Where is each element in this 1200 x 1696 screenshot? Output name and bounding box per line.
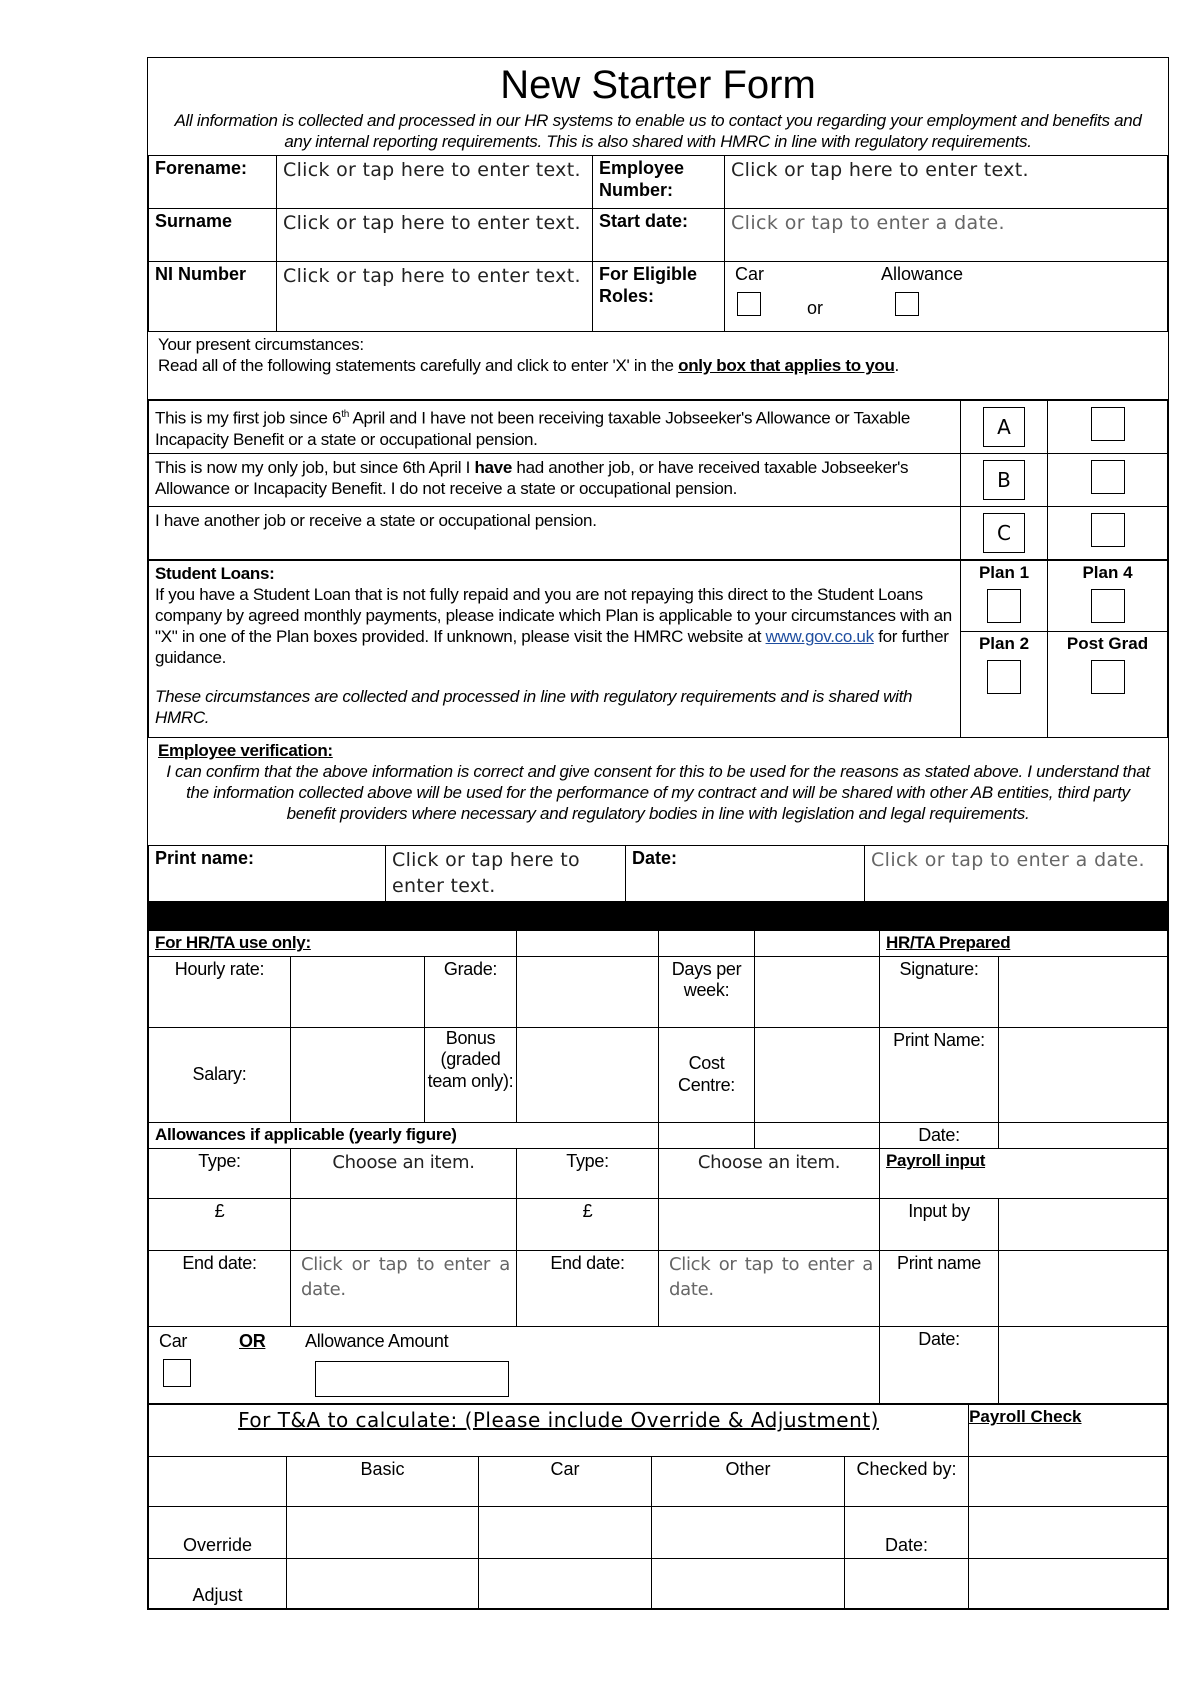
payroll-check-date-label: Date: [845, 1507, 969, 1559]
amount-field-2[interactable] [659, 1199, 880, 1251]
student-loans-heading: Student Loans: [155, 564, 275, 583]
forename-label: Forename: [149, 156, 277, 209]
statement-a-checkbox[interactable] [1091, 407, 1125, 441]
payroll-check-heading: Payroll Check [963, 1405, 1162, 1457]
post-grad-label: Post Grad [1066, 634, 1149, 653]
pound-label-2: £ [517, 1199, 659, 1251]
payroll-input-heading: Payroll input [880, 1149, 1168, 1199]
payroll-date-field[interactable] [999, 1327, 1168, 1404]
statement-a-check-cell [1048, 401, 1168, 454]
circumstances-instruction [158, 355, 1158, 376]
car-checkbox[interactable] [737, 292, 761, 316]
gov-link[interactable]: www.gov.co.uk [765, 627, 874, 646]
post-grad-cell [1048, 632, 1168, 738]
start-date-field[interactable]: Click or tap to enter a date. [725, 209, 1168, 262]
allowances-heading: Allowances if applicable (yearly figure) [149, 1122, 659, 1149]
intro-text: All information is collected and processed in our HR systems to enable us to contact you regarding your employment and benefits and any internal reporting requirements. This is also shared with HMRC in line with regulatory requirements. [174, 111, 1142, 151]
hr-heading: For HR/TA use only: [149, 931, 517, 956]
verification-section [148, 738, 1168, 845]
print-name-label: Print name: [149, 846, 386, 902]
adjust-basic[interactable] [287, 1559, 479, 1609]
circumstances-heading: Your present circumstances: [158, 335, 364, 354]
hr-empty-5 [755, 1122, 880, 1149]
statement-c: I have another job or receive a state or occupational pension. [149, 507, 961, 560]
adjust-car[interactable] [479, 1559, 652, 1609]
statement-b-checkbox[interactable] [1091, 460, 1125, 494]
adjust-empty-2 [969, 1559, 1168, 1609]
hr-date-field[interactable] [999, 1122, 1168, 1149]
payroll-print-name-field[interactable] [999, 1251, 1168, 1327]
verification-heading: Employee verification: [158, 741, 333, 760]
adjust-empty-1 [845, 1559, 969, 1609]
days-per-week-field[interactable] [755, 956, 880, 1027]
grade-label: Grade: [425, 956, 517, 1027]
statement-a: This is my first job since 6th April and I have not been receiving taxable Jobseeker's Allowance or Taxable Incapacity Benefit or a state or occupational pension. [149, 401, 961, 454]
student-loans-text [149, 561, 961, 738]
salary-field[interactable] [291, 1027, 425, 1122]
ta-col-car: Car [479, 1457, 652, 1507]
checked-by-field[interactable] [969, 1457, 1168, 1507]
signature-field[interactable] [999, 956, 1168, 1027]
hr-or-label: OR [239, 1331, 266, 1352]
statement-c-check-cell [1048, 507, 1168, 560]
days-per-week-label: Days per week: [659, 956, 755, 1027]
type-dropdown-1[interactable]: Choose an item. [291, 1149, 517, 1199]
letter-a-box: A [983, 407, 1025, 447]
hr-prepared-heading: HR/TA Prepared [880, 931, 1168, 956]
hr-empty-1 [517, 931, 659, 956]
statement-a-letter-cell [961, 401, 1048, 454]
circumstances-table [148, 400, 1168, 560]
override-basic[interactable] [287, 1507, 479, 1559]
type-label-2: Type: [517, 1149, 659, 1199]
hr-print-name-label: Print Name: [880, 1027, 999, 1122]
hr-date-label: Date: [880, 1122, 999, 1149]
print-name-field[interactable]: Click or tap here to enter text. [386, 846, 626, 902]
statement-b-letter-cell [961, 454, 1048, 507]
ta-col-other: Other [652, 1457, 845, 1507]
hr-empty-4 [659, 1122, 755, 1149]
hourly-rate-label: Hourly rate: [149, 956, 291, 1027]
hr-empty-2 [659, 931, 755, 956]
type-label-1: Type: [149, 1149, 291, 1199]
plan-1-checkbox[interactable] [987, 589, 1021, 623]
end-date-field-2[interactable]: Click or tap to enter a date. [659, 1251, 880, 1327]
ni-number-field[interactable]: Click or tap here to enter text. [277, 262, 593, 332]
statement-b: This is now my only job, but since 6th April I have had another job, or have received taxable Jobseeker's Allowance or Incapacity Benefit. I do not receive a state or occupational pension. [149, 454, 961, 507]
letter-c-box: C [983, 513, 1025, 553]
hr-car-label: Car [159, 1331, 188, 1352]
section-divider [148, 902, 1168, 930]
end-date-field-1[interactable]: Click or tap to enter a date. [291, 1251, 517, 1327]
end-date-label-2: End date: [517, 1251, 659, 1327]
ni-number-label: NI Number [149, 262, 277, 332]
plan-2-checkbox[interactable] [987, 660, 1021, 694]
payroll-date-label: Date: [880, 1327, 999, 1404]
statement-c-checkbox[interactable] [1091, 513, 1125, 547]
surname-label: Surname [149, 209, 277, 262]
or-label: or [807, 298, 824, 318]
pound-label-1: £ [149, 1199, 291, 1251]
car-allowance-cell [149, 1327, 880, 1404]
instruction-end: . [894, 356, 899, 375]
surname-field[interactable]: Click or tap here to enter text. [277, 209, 593, 262]
student-loans-body-end: for further guidance. [155, 627, 949, 667]
verification-table [148, 845, 1168, 902]
ta-table [148, 1404, 1168, 1609]
ta-col-basic: Basic [287, 1457, 479, 1507]
override-car[interactable] [479, 1507, 652, 1559]
override-other[interactable] [652, 1507, 845, 1559]
employee-number-label: Employee Number: [593, 156, 725, 209]
cost-centre-field[interactable] [755, 1027, 880, 1122]
student-loans-note: These circumstances are collected and processed in line with regulatory requirements and is shared with HMRC. [155, 687, 913, 727]
plan-4-label: Plan 4 [1082, 563, 1133, 582]
student-loans-body: If you have a Student Loan that is not fully repaid and you are not repaying this direct to the Student Loans company by agreed monthly payments, please indicate which Plan is applicable to your circumstances with an "X" in one of the Plan boxes provided. If unknown, please visit the HMRC website at [155, 585, 952, 646]
letter-b-box: B [983, 460, 1025, 500]
eligible-roles-options [725, 262, 1168, 332]
type-dropdown-2[interactable]: Choose an item. [659, 1149, 880, 1199]
bonus-label: Bonus (graded team only): [425, 1027, 517, 1122]
end-date-label-1: End date: [149, 1251, 291, 1327]
salary-label: Salary: [149, 1027, 291, 1122]
form-title: New Starter Form [500, 63, 816, 107]
plan-4-cell [1048, 561, 1168, 632]
signature-label: Signature: [880, 956, 999, 1027]
instruction-text: Read all of the following statements carefully and click to enter 'X' in the [158, 356, 674, 375]
allowance-checkbox[interactable] [895, 292, 919, 316]
circumstances-intro [148, 332, 1168, 400]
new-starter-form [147, 57, 1169, 1610]
hr-empty-3 [755, 931, 880, 956]
plan-2-label: Plan 2 [978, 634, 1030, 653]
car-option-label: Car [735, 264, 765, 284]
payroll-check-date-field[interactable] [969, 1507, 1168, 1559]
input-by-field[interactable] [999, 1199, 1168, 1251]
plan-4-checkbox[interactable] [1091, 589, 1125, 623]
post-grad-checkbox[interactable] [1091, 660, 1125, 694]
verification-date-field[interactable]: Click or tap to enter a date. [865, 846, 1168, 902]
override-label: Override [149, 1507, 287, 1559]
statement-b-check-cell [1048, 454, 1168, 507]
plan-1-cell [961, 561, 1048, 632]
hr-car-checkbox[interactable] [163, 1359, 191, 1387]
plan-1-label: Plan 1 [978, 563, 1030, 582]
grade-field[interactable] [517, 956, 659, 1027]
payroll-print-name-label: Print name [880, 1251, 999, 1327]
plan-2-cell [961, 632, 1048, 738]
instruction-emphasis: only box that applies to you [678, 356, 895, 375]
allowance-amount-label: Allowance Amount [305, 1331, 449, 1352]
cost-centre-label: Cost Centre: [659, 1027, 755, 1122]
eligible-roles-label: For Eligible Roles: [593, 262, 725, 332]
adjust-label: Adjust [149, 1559, 287, 1609]
input-by-label: Input by [880, 1199, 999, 1251]
student-loans-table [148, 560, 1168, 738]
allowance-amount-input[interactable] [315, 1361, 509, 1397]
verification-text: I can confirm that the above information is correct and give consent for this to be used for the reasons as stated above. I understand that the information collected above will be used for the performance of my contract and will be shared with other AB entities, third party benefit providers where necessary and regulatory bodies in line with legislation and legal requirements. [166, 762, 1150, 823]
amount-field-1[interactable] [291, 1199, 517, 1251]
forename-field[interactable]: Click or tap here to enter text. [277, 156, 593, 209]
employee-number-field[interactable]: Click or tap here to enter text. [725, 156, 1168, 209]
ta-empty-corner [149, 1457, 287, 1507]
hr-table [148, 930, 1168, 1404]
adjust-other[interactable] [652, 1559, 845, 1609]
hourly-rate-field[interactable] [291, 956, 425, 1027]
hr-print-name-field[interactable] [999, 1027, 1168, 1122]
bonus-field[interactable] [517, 1027, 659, 1122]
allowance-option-label: Allowance [881, 264, 964, 284]
start-date-label: Start date: [593, 209, 725, 262]
checked-by-label: Checked by: [845, 1457, 969, 1507]
ta-heading: For T&A to calculate: (Please include Override & Adjustment) [149, 1405, 969, 1457]
personal-details-table [148, 155, 1168, 332]
statement-c-letter-cell [961, 507, 1048, 560]
verification-date-label: Date: [626, 846, 865, 902]
